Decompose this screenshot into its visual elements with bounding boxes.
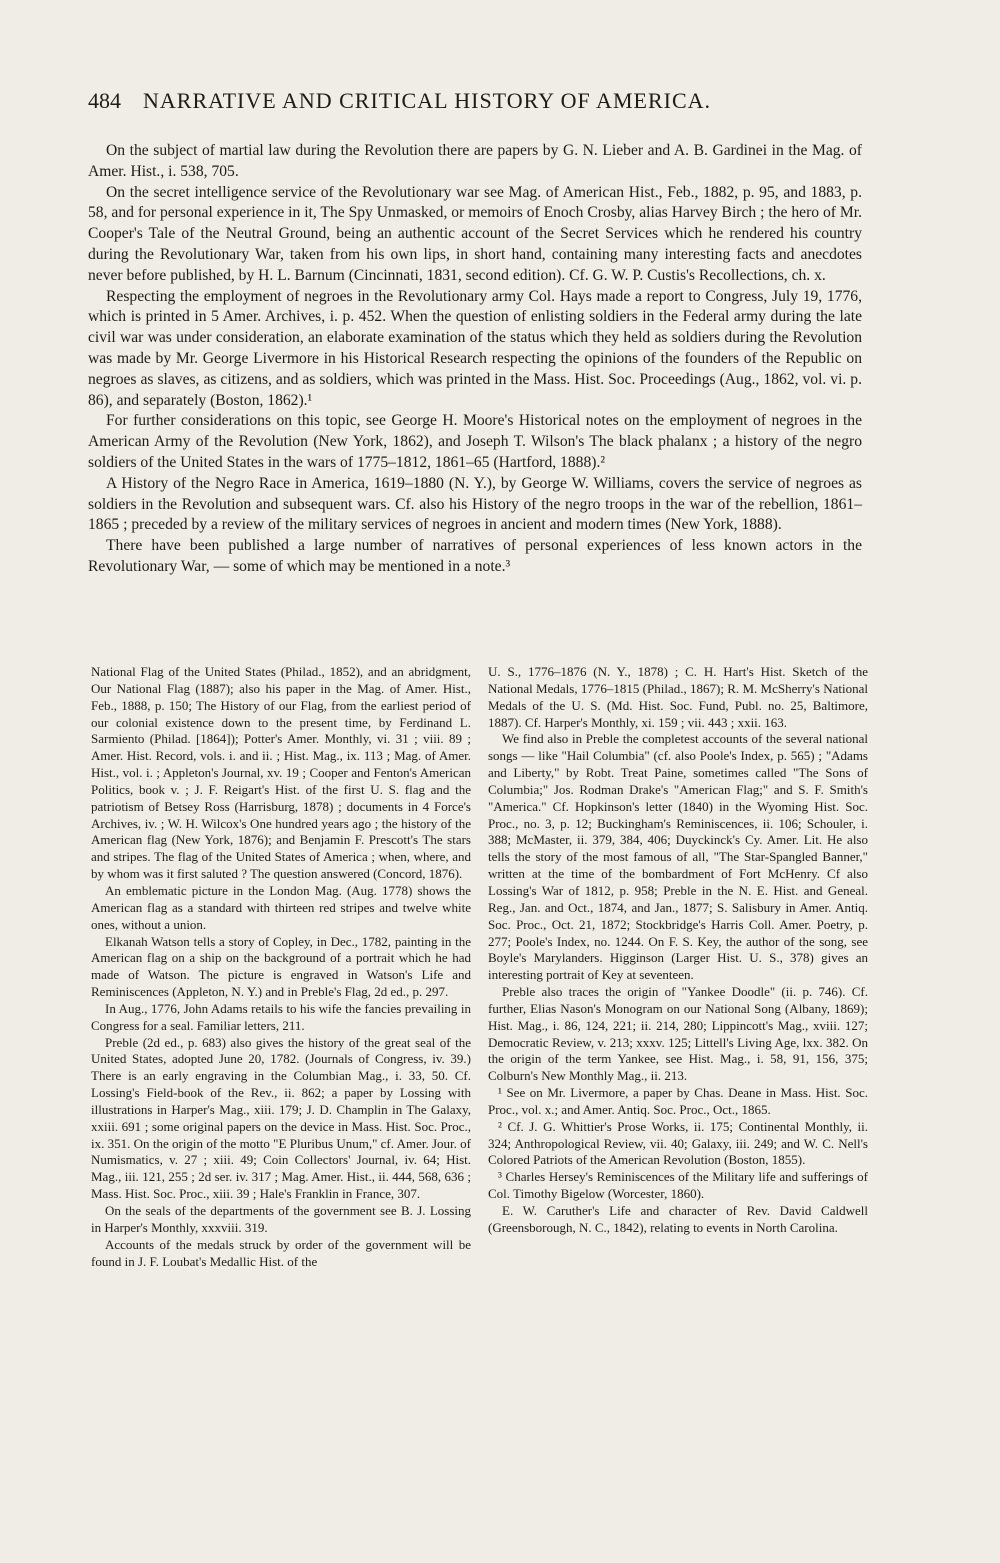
running-title: NARRATIVE AND CRITICAL HISTORY OF AMERICA. xyxy=(143,88,712,113)
page-number: 484 xyxy=(88,88,121,113)
note-medals: Accounts of the medals struck by order of the government will be found in J. F. Loubat's Medallic Hist. of the xyxy=(91,1236,471,1269)
note-great-seal: Preble (2d ed., p. 683) also gives the history of the great seal of the United States, adopted June 20, 1782. (Journals of Congress, iv. 39.) There is an early engraving in the Columbian Mag., i. 33, 50. Cf. Lossing's Field-book of the Rev., ii. 862; a paper by Lossing with illustrations in Harper's Mag., xiii. 179; J. D. Champlin in The Galaxy, xxiii. 691 ; some original papers on the device in Mass. Hist. Soc. Proc., ix. 351. On the origin of the motto "E Pluribus Unum," cf. Amer. Jour. of Numismatics, v. 27 ; xiii. 49; Coin Collectors' Journal, iv. 64; Hist. Mag., iii. 121, 255 ; 2d ser. iv. 317 ; Mag. Amer. Hist., ii. 444, 568, 636 ; Mass. Hist. Soc. Proc., xiii. 39 ; Hale's Franklin in France, 307. xyxy=(91,1034,471,1202)
note-flag-bibliography: National Flag of the United States (Philad., 1852), and an abridgment, Our National Flag (1887); also his paper in the Mag. of Amer. Hist., Feb., 1888, p. 150; The History of our Flag, from the earliest period of our colonial existence down to the present time, by Ferdinand L. Sarmiento (Philad. [1864]); Potter's Amer. Monthly, vi. 31 ; viii. 89 ; Amer. Hist. Record, vols. i. and ii. ; Hist. Mag., ix. 113 ; Mag. of Amer. Hist., vol. i. ; Appleton's Journal, xv. 19 ; Cooper and Fenton's American Politics, book v. ; J. F. Reigart's Hist. of the first U. S. flag and the patriotism of Betsey Ross (Harrisburg, 1878) ; documents in 4 Force's Archives, iv. ; W. H. Wilcox's One hundred years ago ; the history of the American flag (New York, 1876); and Benjamin F. Prescott's The stars and stripes. The flag of the United States of America ; when, where, and by whom was it first saluted ? The question answered (Concord, 1876). xyxy=(91,664,471,882)
paragraph-secret-service: On the secret intelligence service of the Revolutionary war see Mag. of American Hist., Feb., 1882, p. 95, and 1883, p. 58, and for personal experience in it, The Spy Unmasked, or memoirs of Enoch Crosby, alias Harvey Birch ; the hero of Mr. Cooper's Tale of the Neutral Ground, being an authentic account of the Secret Services which he rendered his country during the Revolutionary War, taken from his own lips, in short hand, containing many interesting facts and anecdotes never before published, by H. L. Barnum (Cincinnati, 1831, second edition). Cf. G. W. P. Custis's Recollections, ch. x. xyxy=(88,183,862,284)
paragraph-negro-employment: Respecting the employment of negroes in the Revolutionary army Col. Hays made a report to Congress, July 19, 1776, which is printed in 5 Amer. Archives, i. p. 452. When the question of enlisting soldiers in the Federal army during the late civil war was under consideration, an elaborate examination of the status which they held as soldiers during the Revolution was made by Mr. George Livermore in his Historical Research respecting the opinions of the founders of the Republic on negroes as slaves, as citizens, and as soldiers, which was printed in the Mass. Hist. Soc. Proceedings (Aug., 1862, vol. vi. p. 86), and separately (Boston, 1862).¹ xyxy=(88,287,862,409)
note-adams-seal: In Aug., 1776, John Adams retails to his wife the fancies prevailing in Congress for a seal. Familiar letters, 211. xyxy=(91,1000,471,1033)
footnote-1: ¹ See on Mr. Livermore, a paper by Chas. Deane in Mass. Hist. Soc. Proc., vol. x.; and Amer. Antiq. Soc. Proc., Oct., 1865. xyxy=(488,1085,868,1117)
paragraph-martial-law: On the subject of martial law during the Revolution there are papers by G. N. Lieber and A. B. Gardinei in the Mag. of Amer. Hist., i. 538, 705. xyxy=(88,142,862,180)
footnote-2: ² Cf. J. G. Whittier's Prose Works, ii. 175; Continental Monthly, ii. 324; Anthropological Review, vii. 40; Galaxy, iii. 249; and W. C. Nell's Colored Patriots of the American Revolution (Boston, 1855). xyxy=(488,1118,868,1168)
note-yankee-doodle: Preble also traces the origin of "Yankee Doodle" (ii. p. 746). Cf. further, Elias Nason's Monogram on our National Song (Albany, 1869); Hist. Mag., i. 86, 124, 221; ii. 214, 280; Lippincott's Mag., xviii. 127; Democratic Review, v. 213; xxxv. 125; Littell's Living Age, lxx. 382. On the origin of the term Yankee, see Hist. Mag., i. 58, 91, 156, 375; Colburn's New Monthly Mag., ii. 213. xyxy=(488,984,868,1084)
running-head xyxy=(88,88,908,114)
main-text xyxy=(88,141,862,578)
paragraph-negro-race-history: A History of the Negro Race in America, 1619–1880 (N. Y.), by George W. Williams, covers the service of negroes as soldiers in the Revolution and subsequent wars. Cf. also his History of the negro troops in the war of the rebellion, 1861–1865 ; preceded by a review of the military services of negroes in ancient and modern times (New York, 1888). xyxy=(88,474,862,534)
note-national-songs: We find also in Preble the completest accounts of the several national songs — like "Hail Columbia" (cf. also Poole's Index, p. 565) ; "Adams and Liberty," by Robt. Treat Paine, sometimes called "The Sons of Columbia;" Jos. Rodman Drake's "American Flag;" and S. F. Smith's "America." Cf. Hopkinson's letter (1840) in the Wyoming Hist. Soc. Proc., no. 3, p. 12; Buckingham's Reminiscences, ii. 106; Schouler, i. 388; McMaster, ii. 379, 384, 406; Duyckinck's Cy. Amer. Lit. He also tells the story of the most famous of all, "The Star-Spangled Banner," written at the time of the bombardment of Fort McHenry. Cf also Lossing's War of 1812, p. 958; Preble in the N. E. Hist. and Geneal. Reg., Jan. and Oct., 1874, and Jan., 1877; S. Salisbury in Amer. Antiq. Soc. Proc., Oct. 21, 1872; Stockbridge's Harris Coll. Amer. Poetry, p. 277; Poole's Index, no. 1244. On F. S. Key, the author of the song, see Boyle's Marylanders. Higginson (Larger Hist. U. S., 378) gives an interesting portrait of Key at seventeen. xyxy=(488,731,868,983)
paragraph-further-considerations: For further considerations on this topic, see George H. Moore's Historical notes on the employment of negroes in the American Army of the Revolution (New York, 1862), and Joseph T. Wilson's The black phalanx ; a history of the negro soldiers of the United States in the wars of 1775–1812, 1861–65 (Hartford, 1888).² xyxy=(88,412,862,471)
note-caldwell: E. W. Caruther's Life and character of Rev. David Caldwell (Greensborough, N. C., 1842), relating to events in North Carolina. xyxy=(488,1203,868,1235)
note-department-seals: On the seals of the departments of the government see B. J. Lossing in Harper's Monthly, xxxviii. 319. xyxy=(91,1203,471,1235)
note-watson-copley: Elkanah Watson tells a story of Copley, in Dec., 1782, painting in the American flag on a ship on the background of a portrait which he had made of Watson. The picture is engraved in Watson's Life and Reminiscences (Appleton, N. Y.) and in Preble's Flag, 2d ed., p. 297. xyxy=(91,933,471,1000)
footnotes-right-column xyxy=(488,664,868,1237)
footnotes-left-column xyxy=(91,664,471,1270)
paragraph-narratives: There have been published a large number of narratives of personal experiences of less known actors in the Revolutionary War, — some of which may be mentioned in a note.³ xyxy=(88,537,862,575)
note-emblematic-picture: An emblematic picture in the London Mag. (Aug. 1778) shows the American flag as a standard with thirteen red stripes and twelve white ones, without a union. xyxy=(91,882,471,932)
note-medals-continued: U. S., 1776–1876 (N. Y., 1878) ; C. H. Hart's Hist. Sketch of the National Medals, 1776–1815 (Philad., 1867); R. M. McSherry's National Medals of the U. S. (Md. Hist. Soc. Fund, Publ. no. 25, Baltimore, 1887). Cf. Harper's Monthly, xi. 159 ; vii. 443 ; xxii. 163. xyxy=(488,664,868,730)
footnote-3: ³ Charles Hersey's Reminiscences of the Military life and sufferings of Col. Timothy Bigelow (Worcester, 1860). xyxy=(488,1169,868,1202)
